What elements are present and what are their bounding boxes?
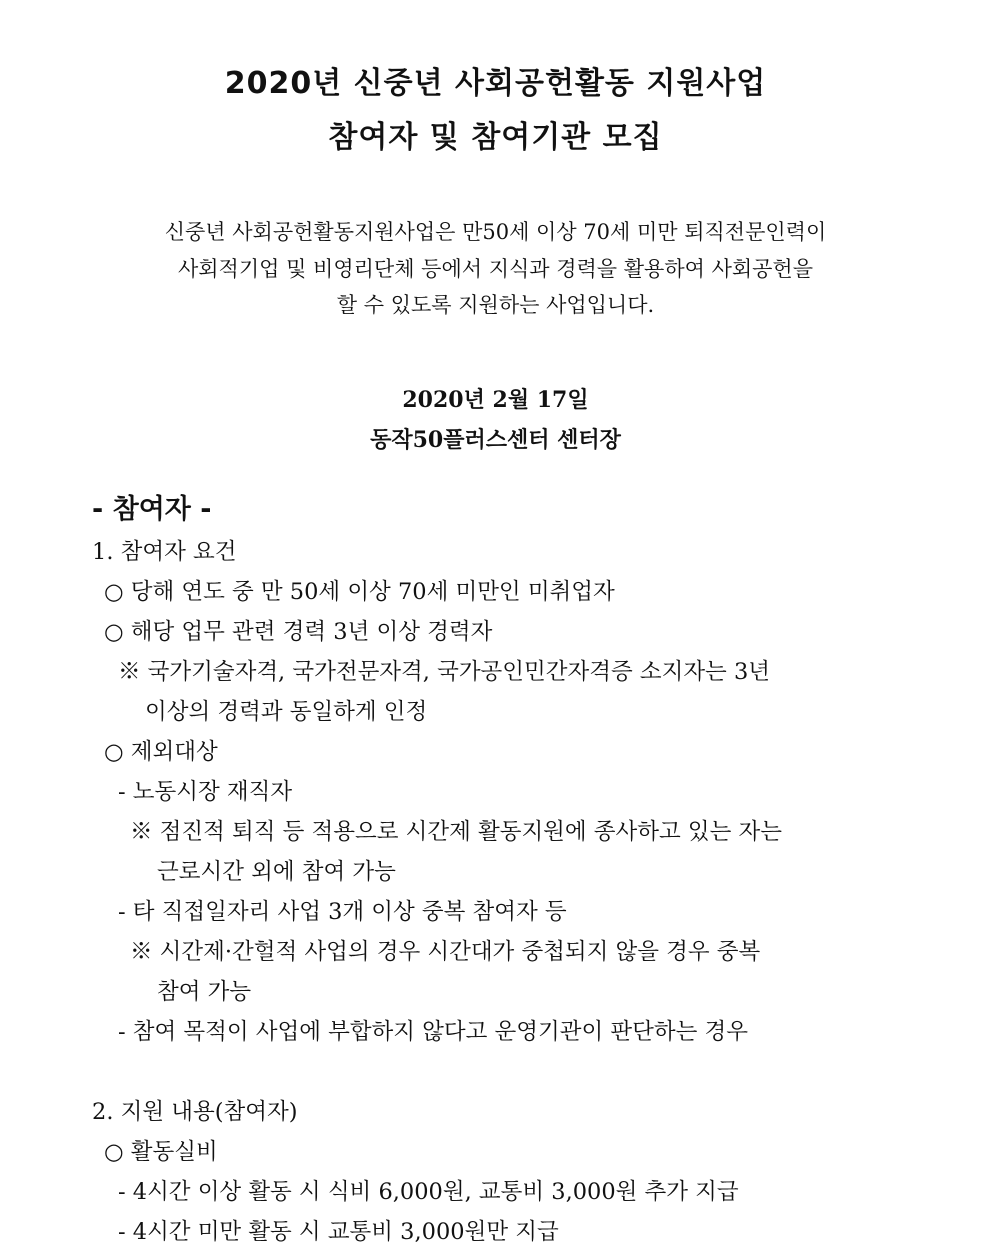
document-title: 2020년 신중년 사회공헌활동 지원사업: [224, 66, 767, 101]
note-continuation: 이상의 경력과 동일하게 인정: [145, 699, 428, 725]
note-continuation: 근로시간 외에 참여 가능: [157, 859, 396, 885]
sub-item: - 참여 목적이 사업에 부합하지 않다고 운영기관이 판단하는 경우: [118, 1019, 748, 1045]
document-subtitle: 참여자 및 참여기관 모집: [328, 120, 663, 155]
sub-item: - 4시간 미만 활동 시 교통비 3,000원만 지급: [118, 1219, 559, 1245]
sub-item: - 타 직접일자리 사업 3개 이상 중복 참여자 등: [118, 899, 567, 925]
item-heading: 1. 참여자 요건: [92, 539, 237, 565]
note-item: ※ 시간제·간헐적 사업의 경우 시간대가 중첩되지 않을 경우 중복: [130, 939, 761, 965]
intro-line: 할 수 있도록 지원하는 사업입니다.: [336, 293, 655, 317]
list-item: ○ 제외대상: [104, 739, 218, 765]
document-date: 2020년 2월 17일: [402, 387, 589, 413]
list-item: ○ 활동실비: [104, 1139, 218, 1165]
list-item: ○ 해당 업무 관련 경력 3년 이상 경력자: [104, 619, 493, 645]
intro-line: 신중년 사회공헌활동지원사업은 만50세 이상 70세 미만 퇴직전문인력이: [164, 220, 827, 244]
item-heading: 2. 지원 내용(참여자): [92, 1099, 298, 1125]
sub-item: - 노동시장 재직자: [118, 779, 293, 805]
document-issuer: 동작50플러스센터 센터장: [370, 427, 621, 453]
list-item: ○ 당해 연도 중 만 50세 이상 70세 미만인 미취업자: [104, 579, 615, 605]
section-heading: - 참여자 -: [92, 494, 212, 525]
note-item: ※ 국가기술자격, 국가전문자격, 국가공인민간자격증 소지자는 3년: [118, 659, 770, 685]
note-continuation: 참여 가능: [157, 979, 252, 1005]
note-item: ※ 점진적 퇴직 등 적용으로 시간제 활동지원에 종사하고 있는 자는: [130, 819, 782, 845]
sub-item: - 4시간 이상 활동 시 식비 6,000원, 교통비 3,000원 추가 지급: [118, 1179, 739, 1205]
intro-line: 사회적기업 및 비영리단체 등에서 지식과 경력을 활용하여 사회공헌을: [177, 257, 814, 281]
